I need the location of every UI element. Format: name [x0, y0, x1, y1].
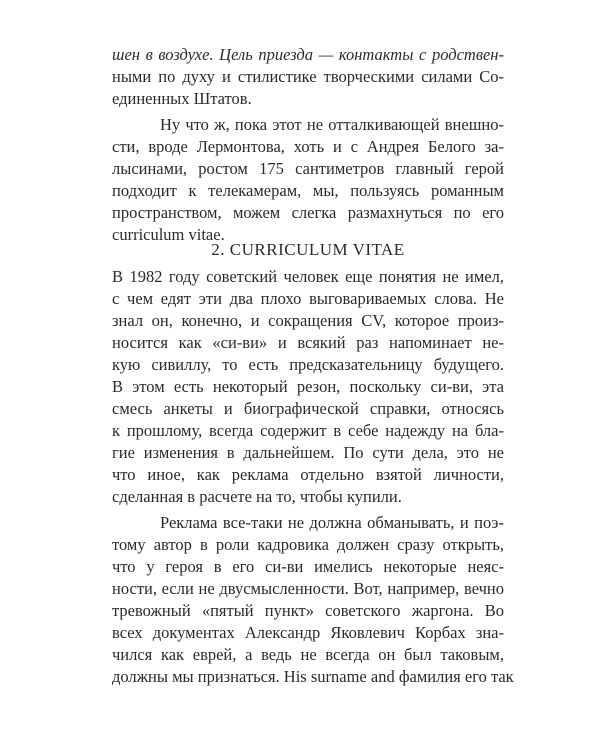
text-line: с чем едят эти два плохо выговариваемых слова. Не — [112, 289, 504, 308]
text-line: тому автор в роли кадровика должен сразу открыть, — [112, 535, 504, 554]
text-line: curriculum vitae. — [112, 225, 225, 244]
text-line: чился как еврей, а ведь не всегда он был таковым, — [112, 645, 504, 664]
text-line: должны мы признаться. His surname and фамилия его так — [112, 667, 514, 686]
text-line: смесь анкеты и биографической справки, относясь — [112, 399, 504, 418]
text-line: к прошлому, всегда содержит в себе надежду на бла- — [112, 421, 504, 440]
text-line: сти, вроде Лермонтова, хоть и с Андрея Белого за- — [112, 137, 504, 156]
text-line: всех документах Александр Яковлевич Корбах зна- — [112, 623, 504, 642]
text-line: единенных Штатов. — [112, 89, 252, 108]
text-line: кую сивиллу, то есть предсказательницу будущего. — [112, 355, 504, 374]
text-line: лысинами, ростом 175 сантиметров главный герой — [112, 159, 504, 178]
text-line: В этом есть некоторый резон, поскольку си-ви, эта — [112, 377, 504, 396]
text-line: тревожный «пятый пункт» советского жаргона. Во — [112, 601, 504, 620]
text-line: Реклама все-таки не должна обманывать, и поэ- — [160, 513, 504, 532]
text-line: знал он, конечно, и сокращения CV, которое произ- — [112, 311, 504, 330]
text-line: ности, если не двусмысленности. Вот, например, вечно — [112, 579, 504, 598]
text-line: что иное, как реклама отдельно взятой личности, — [112, 465, 504, 484]
text-line: Ну что ж, пока этот не отталкивающей внешно- — [160, 115, 504, 134]
page-lower — [112, 0, 514, 750]
text-line: шен в воздухе. Цель приезда — контакты с родствен- — [112, 45, 504, 64]
text-line: пространством, можем слегка размахнуться по его — [112, 203, 504, 222]
text-line: что у героя в его си-ви имелись некоторые неяс- — [112, 557, 504, 576]
text-line: подходит к телекамерам, мы, пользуясь романным — [112, 181, 504, 200]
text-line: ными по духу и стилистике творческими силами Со- — [112, 67, 504, 86]
text-line: гие изменения в дальнейшем. По сути дела, это не — [112, 443, 504, 462]
text-line: сделанная в расчете на то, чтобы купили. — [112, 487, 402, 506]
text-line: В 1982 году советский человек еще понятия не имел, — [112, 267, 504, 286]
section-heading: 2. CURRICULUM VITAE — [211, 240, 405, 259]
text-line: носится как «си-ви» и всякий раз напоминает не- — [112, 333, 504, 352]
